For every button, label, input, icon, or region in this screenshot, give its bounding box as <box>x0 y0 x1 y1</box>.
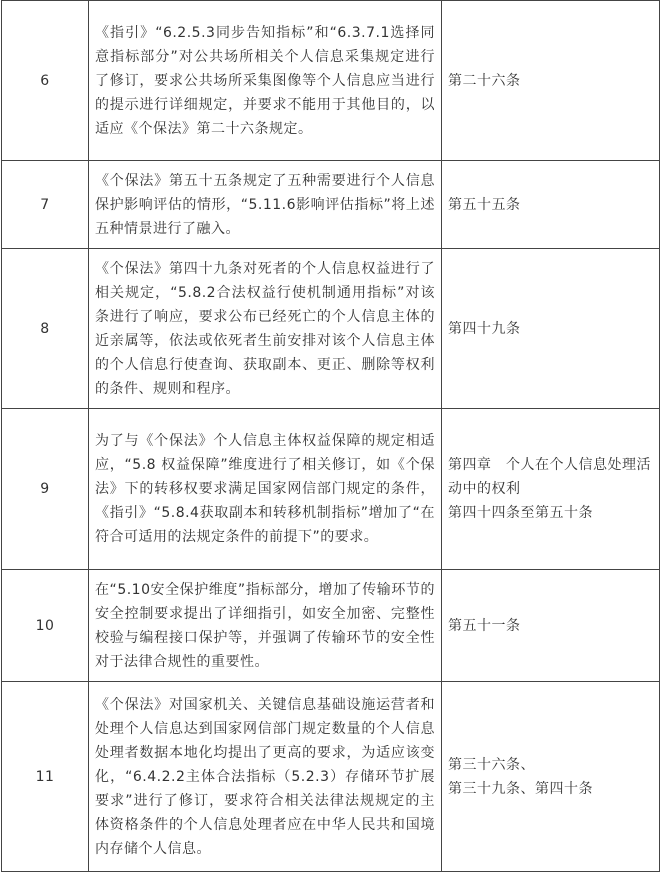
row-law-reference <box>442 1 660 161</box>
row-description: 《个保法》对国家机关、关键信息基础设施运营者和处理个人信息达到国家网信部门规定数量的个人信息处理者数据本地化均提出了更高的要求，为适应该变化，“6.4.2.2主体合法指标（5.2.3）存储环节扩展要求”进行了修订，要求符合相关法律法规规定的主体资格条件的个人信息处理者应在中华人民共和国境内存储个人信息。 <box>89 682 442 872</box>
row-number: 6 <box>2 1 89 161</box>
row-description: 在“5.10安全保护维度”指标部分，增加了传输环节的安全控制要求提出了详细指引，如安全加密、完整性校验与编程接口保护等，并强调了传输环节的安全性对于法律合规性的重要性。 <box>89 570 442 682</box>
table-row <box>2 1 660 161</box>
row-law-reference <box>442 249 660 409</box>
law-reference-line: 第三十六条、 <box>448 756 535 773</box>
law-reference-line: 第五十一条 <box>448 617 521 634</box>
law-reference-line: 第五十五条 <box>448 196 521 213</box>
law-reference-line: 第四十九条 <box>448 320 521 337</box>
table-row <box>2 161 660 249</box>
row-description: 为了与《个保法》个人信息主体权益保障的规定相适应，“5.8 权益保障”维度进行了相关修订，如《个保法》下的转移权要求满足国家网信部门规定的条件，《指引》“5.8.4获取副本和转移机制指标”增加了“在符合可适用的法规定条件的前提下”的要求。 <box>89 409 442 570</box>
row-number: 7 <box>2 161 89 249</box>
comparison-table <box>1 0 660 872</box>
row-law-reference <box>442 570 660 682</box>
row-law-reference <box>442 161 660 249</box>
row-number: 10 <box>2 570 89 682</box>
row-description: 《个保法》第五十五条规定了五种需要进行个人信息保护影响评估的情形，“5.11.6影响评估指标”将上述五种情景进行了融入。 <box>89 161 442 249</box>
law-reference-line: 第二十六条 <box>448 72 521 89</box>
law-reference-line: 第四章 个人在个人信息处理活动中的权利 <box>448 457 651 497</box>
row-number: 11 <box>2 682 89 872</box>
row-description: 《指引》“6.2.5.3同步告知指标”和“6.3.7.1选择同意指标部分”对公共场所相关个人信息采集规定进行了修订，要求公共场所采集图像等个人信息应当进行的提示进行详细规定，并要求不能用于其他目的，以适应《个保法》第二十六条规定。 <box>89 1 442 161</box>
table-row <box>2 409 660 570</box>
row-law-reference <box>442 682 660 872</box>
row-description: 《个保法》第四十九条对死者的个人信息权益进行了相关规定，“5.8.2合法权益行使机制通用指标”对该条进行了响应，要求公布已经死亡的个人信息主体的近亲属等，依法或依死者生前安排对该个人信息主体的个人信息行使查询、获取副本、更正、删除等权利的条件、规则和程序。 <box>89 249 442 409</box>
row-number: 8 <box>2 249 89 409</box>
law-reference-line: 第四十四条至第五十条 <box>448 505 593 521</box>
table-row <box>2 682 660 872</box>
row-law-reference <box>442 409 660 570</box>
table-row <box>2 570 660 682</box>
law-reference-line: 第三十九条、第四十条 <box>448 780 593 797</box>
row-number: 9 <box>2 409 89 570</box>
table-row <box>2 249 660 409</box>
